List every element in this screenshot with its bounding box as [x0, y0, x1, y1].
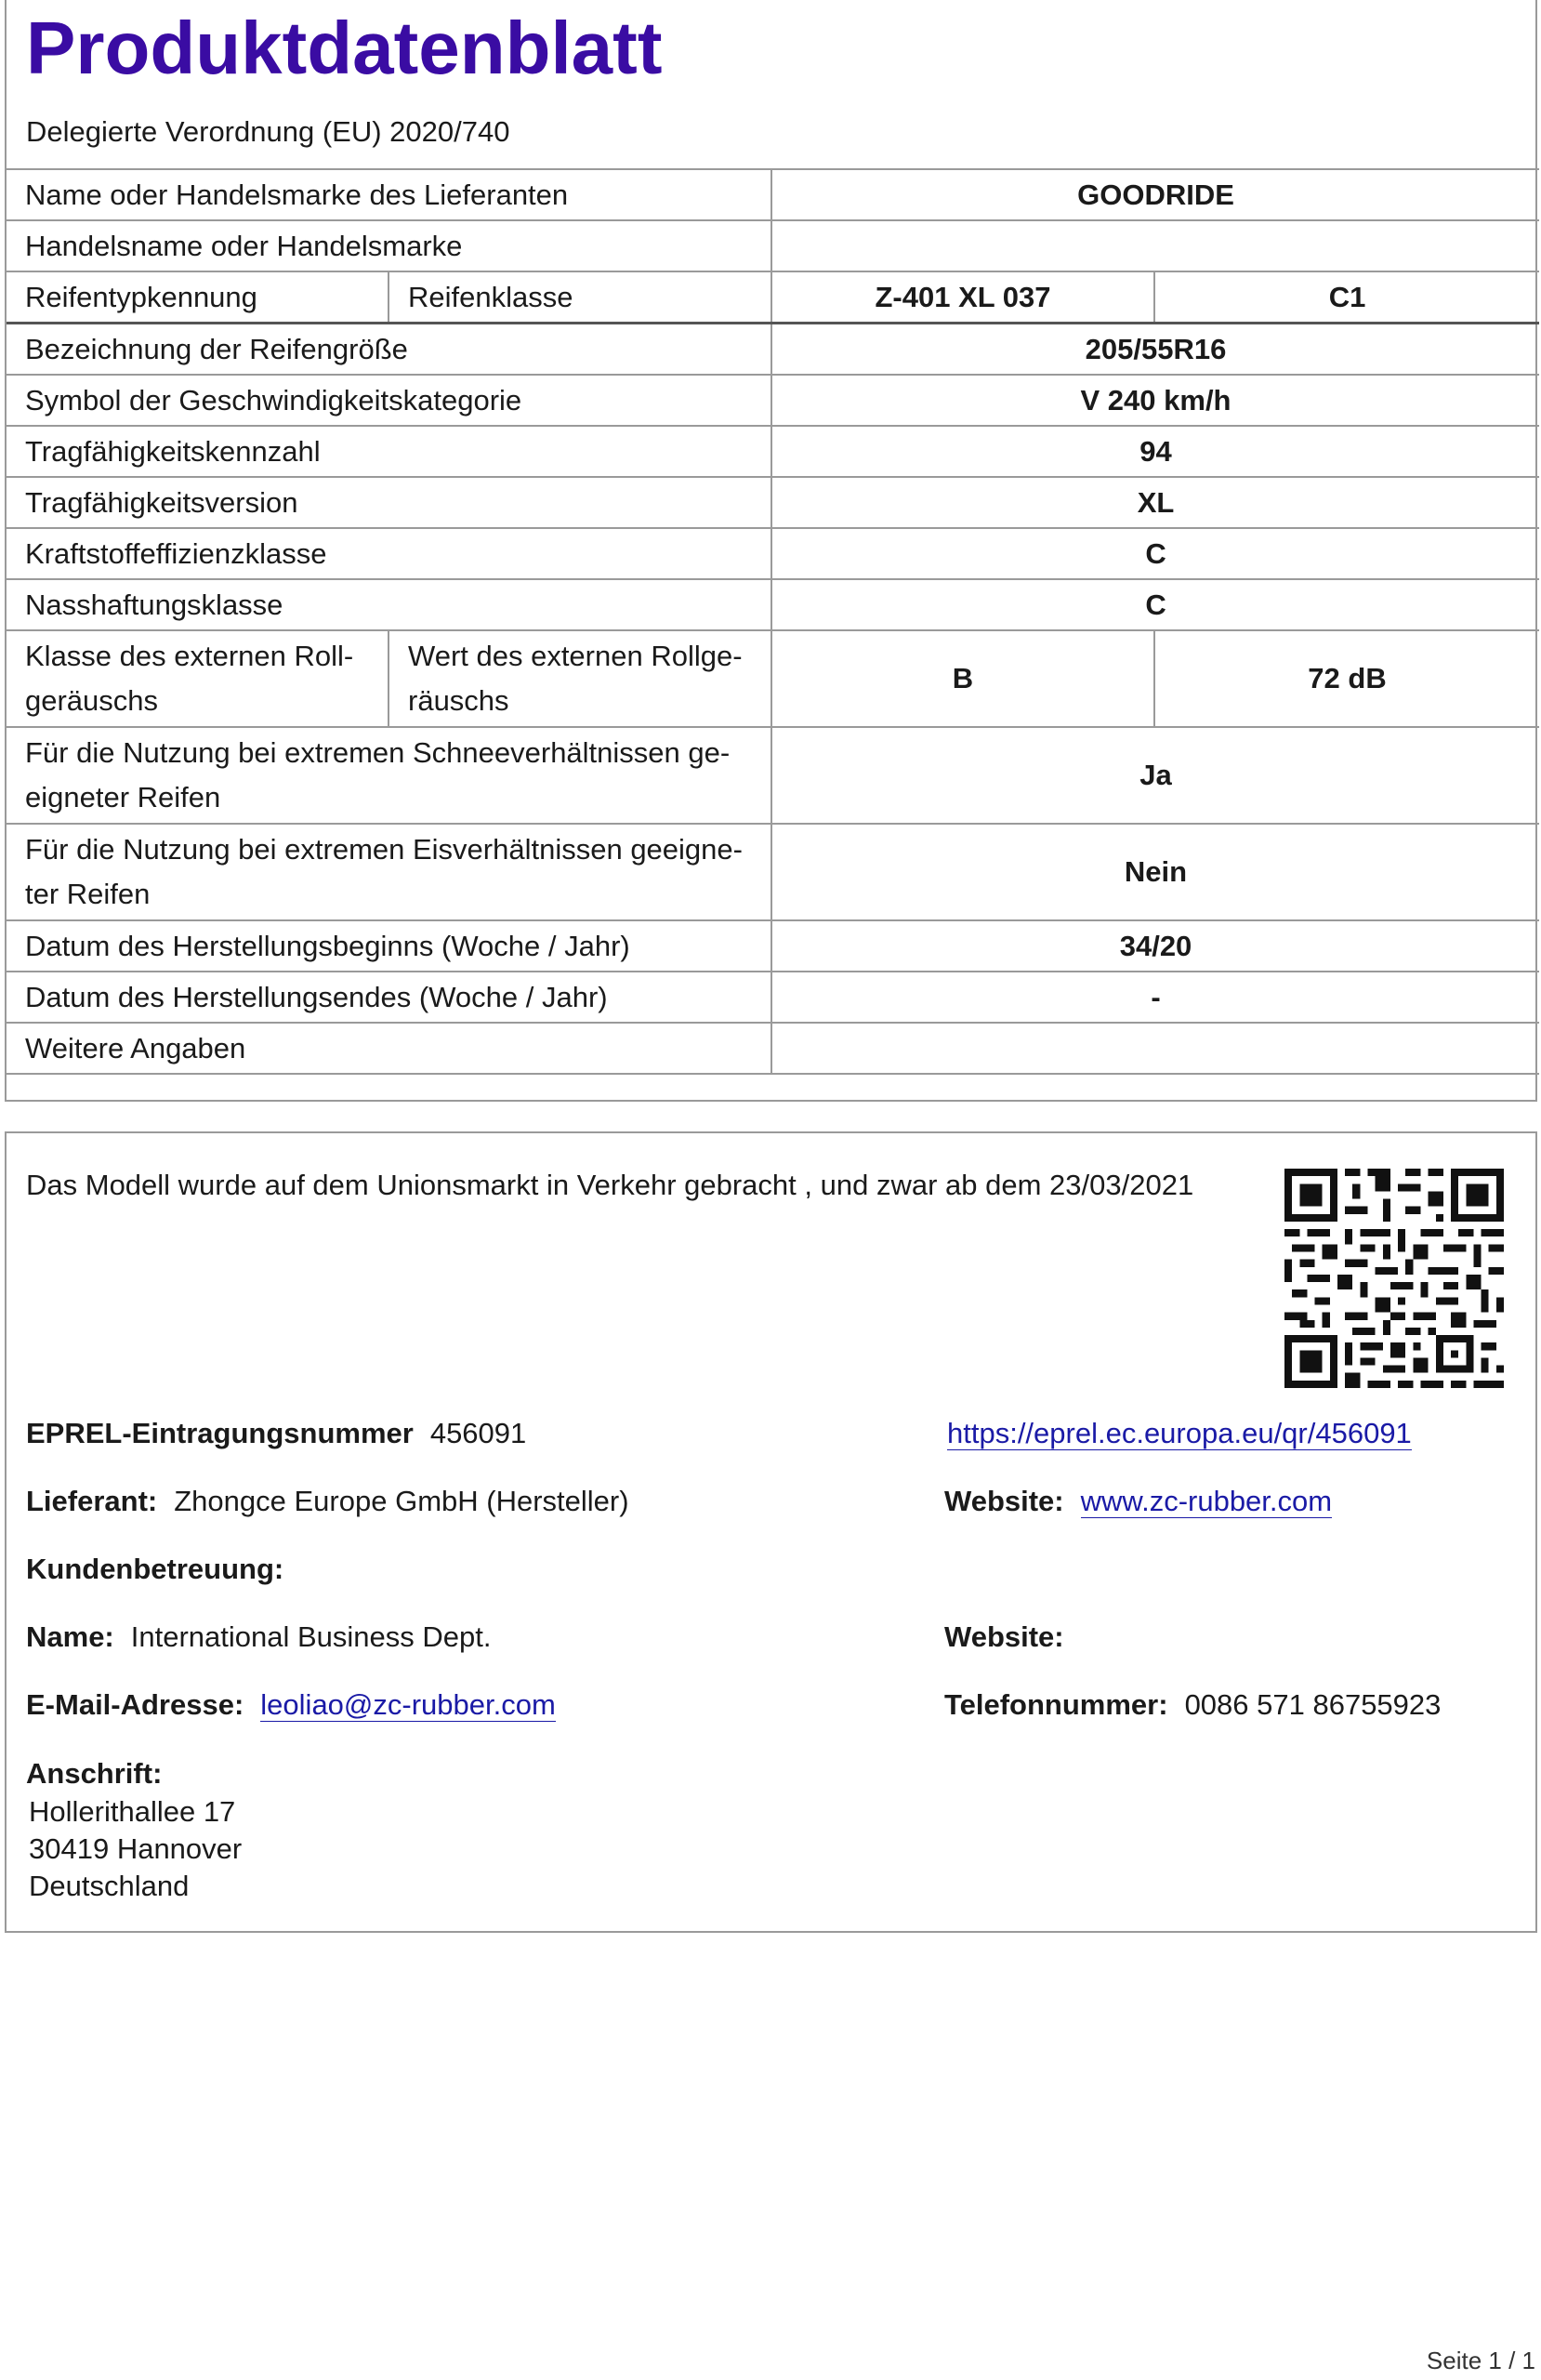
supplier-info-box	[5, 1131, 1537, 1933]
email-label: E-Mail-Adresse:	[26, 1688, 244, 1721]
table-row	[7, 426, 1539, 477]
support-row	[26, 1551, 300, 1588]
address-line: Deutschland	[29, 1870, 190, 1902]
support-website-label: Website:	[944, 1620, 1064, 1653]
address-line: 30419 Hannover	[29, 1832, 243, 1865]
regulation-subtitle: Delegierte Verordnung (EU) 2020/740	[26, 115, 510, 148]
end-value: -	[771, 972, 1539, 1023]
contact-name-row	[26, 1619, 492, 1656]
row-label: Bezeichnung der Reifengröße	[7, 324, 771, 376]
row-value: V 240 km/h	[771, 375, 1539, 426]
table-row	[7, 375, 1539, 426]
further-label: Weitere Angaben	[7, 1023, 771, 1074]
noise-class-label-line1: Klasse des externen Roll-	[25, 640, 354, 672]
table-row	[7, 271, 1539, 324]
eprel-number	[26, 1415, 526, 1452]
table-row	[7, 630, 1539, 727]
eprel-label: EPREL-Eintragungsnummer	[26, 1417, 414, 1449]
phone-value: 0086 571 86755923	[1184, 1688, 1442, 1721]
table-row	[7, 1023, 1539, 1074]
class-value: C1	[1154, 271, 1539, 324]
supplier-info-label: Lieferant:	[26, 1485, 158, 1517]
ice-value: Nein	[771, 824, 1539, 920]
type-label: Reifentypkennung	[7, 271, 389, 324]
type-value: Z-401 XL 037	[771, 271, 1154, 324]
row-value: C	[771, 528, 1539, 579]
row-label: Tragfähigkeitskennzahl	[7, 426, 771, 477]
contact-name-value: International Business Dept.	[130, 1620, 492, 1653]
row-value: XL	[771, 477, 1539, 528]
table-row	[7, 324, 1539, 376]
snow-value: Ja	[771, 727, 1539, 824]
tradename-value	[771, 220, 1539, 271]
noise-value-label-line2: räuschs	[408, 684, 509, 717]
row-label: Symbol der Geschwindigkeitskategorie	[7, 375, 771, 426]
eprel-value: 456091	[429, 1417, 527, 1449]
table-row	[7, 824, 1539, 920]
row-label: Kraftstoffeffizienzklasse	[7, 528, 771, 579]
address-line: Hollerithallee 17	[29, 1795, 236, 1828]
row-value: 94	[771, 426, 1539, 477]
table-row	[7, 972, 1539, 1023]
snow-label	[7, 727, 771, 824]
table-row	[7, 579, 1539, 630]
noise-value-label-line1: Wert des externen Rollge-	[408, 640, 743, 672]
noise-value-label	[389, 630, 771, 727]
email-link[interactable]: leoliao@zc-rubber.com	[260, 1688, 556, 1721]
website-label: Website:	[944, 1485, 1064, 1517]
noise-class-value: B	[771, 630, 1154, 727]
row-label: Tragfähigkeitsversion	[7, 477, 771, 528]
table-row	[7, 528, 1539, 579]
class-label: Reifenklasse	[389, 271, 771, 324]
table-row	[7, 477, 1539, 528]
supplier-row	[26, 1483, 629, 1520]
website-link[interactable]: www.zc-rubber.com	[1080, 1485, 1333, 1517]
table-row	[7, 920, 1539, 972]
ice-label	[7, 824, 771, 920]
product-datasheet	[5, 0, 1537, 1102]
noise-class-label	[7, 630, 389, 727]
tradename-label: Handelsname oder Handelsmarke	[7, 220, 771, 271]
eprel-url-row	[947, 1415, 1412, 1452]
snow-label-line1: Für die Nutzung bei extremen Schneeverhältnissen ge-	[25, 736, 731, 769]
end-label: Datum des Herstellungsendes (Woche / Jahr)	[7, 972, 771, 1023]
start-value: 34/20	[771, 920, 1539, 972]
email-row	[26, 1686, 556, 1724]
row-label: Nasshaftungsklasse	[7, 579, 771, 630]
further-value	[771, 1023, 1539, 1074]
page-title: Produktdatenblatt	[26, 7, 663, 89]
table-row	[7, 727, 1539, 824]
tyre-data-table	[7, 168, 1539, 1075]
support-label: Kundenbetreuung:	[26, 1553, 284, 1585]
table-row	[7, 169, 1539, 220]
page-number: Seite 1 / 1	[1426, 2347, 1535, 2374]
supplier-value: GOODRIDE	[771, 169, 1539, 220]
eprel-url-link[interactable]: https://eprel.ec.europa.eu/qr/456091	[947, 1417, 1412, 1449]
ice-label-line1: Für die Nutzung bei extremen Eisverhältnissen geeigne-	[25, 833, 743, 866]
website-row	[944, 1483, 1332, 1520]
phone-label: Telefonnummer:	[944, 1688, 1168, 1721]
phone-row	[944, 1686, 1441, 1724]
market-text: Das Modell wurde auf dem Unionsmarkt in Verkehr gebracht , und zwar ab dem 23/03/2021	[26, 1169, 1194, 1201]
address-label	[26, 1755, 178, 1792]
support-website-row	[944, 1619, 1081, 1656]
noise-class-label-line2: geräuschs	[25, 684, 159, 717]
table-row	[7, 220, 1539, 271]
row-value: 205/55R16	[771, 324, 1539, 376]
ice-label-line2: ter Reifen	[25, 878, 151, 910]
qr-code-icon[interactable]	[1284, 1169, 1504, 1388]
contact-name-label: Name:	[26, 1620, 114, 1653]
supplier-label: Name oder Handelsmarke des Lieferanten	[7, 169, 771, 220]
address-label-text: Anschrift:	[26, 1757, 163, 1790]
start-label: Datum des Herstellungsbeginns (Woche / Jahr)	[7, 920, 771, 972]
supplier-info-value: Zhongce Europe GmbH (Hersteller)	[174, 1485, 629, 1517]
noise-db-value: 72 dB	[1154, 630, 1539, 727]
row-value: C	[771, 579, 1539, 630]
snow-label-line2: eigneter Reifen	[25, 781, 221, 813]
